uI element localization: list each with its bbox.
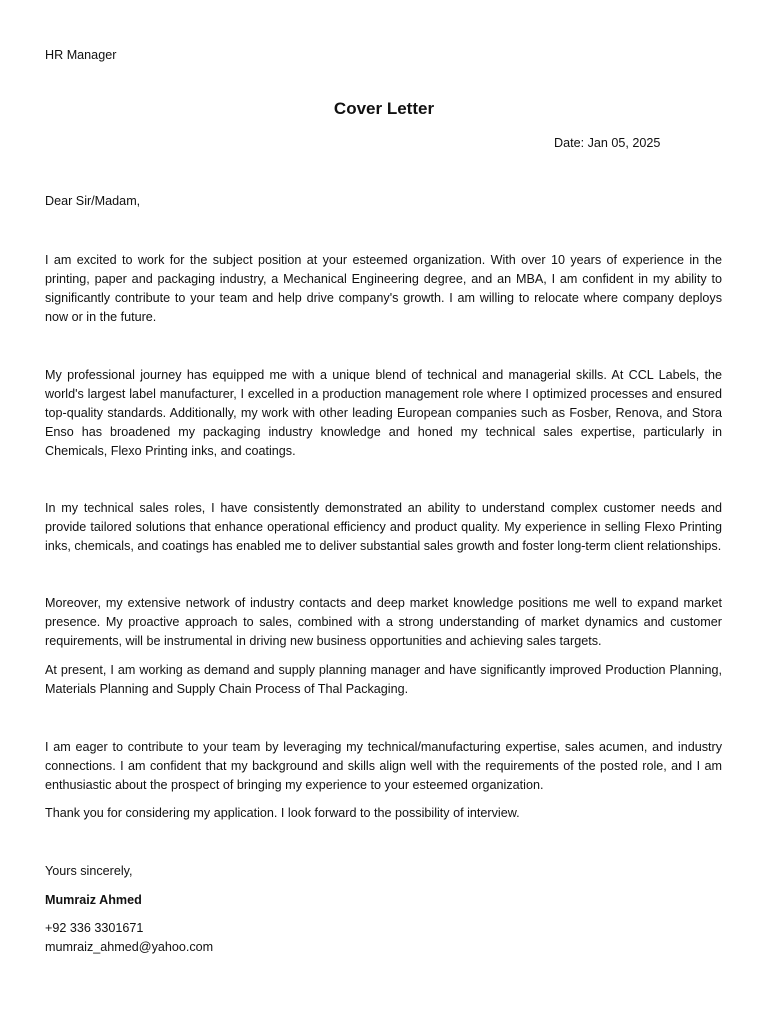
signature-phone: +92 336 3301671: [45, 921, 144, 935]
page-title: Cover Letter: [333, 99, 435, 118]
paragraph-technical-sales: In my technical sales roles, I have consistently demonstrated an ability to understand complex customer needs and provide tailored solutions that enhance operational efficiency and product quality. My experience in selling Flexo Printing inks, chemicals, and coatings has enabled me to deliver substantial sales growth and foster long-term client relationships.: [45, 501, 722, 553]
recipient-line: HR Manager: [45, 48, 117, 62]
paragraph-intro: I am excited to work for the subject position at your esteemed organization. With over 10 years of experience in the printing, paper and packaging industry, a Mechanical Engineering degree, and an MBA, I am confident in my ability to significantly contribute to your team and help drive company's growth. I am willing to relocate where company deploys now or in the future.: [45, 253, 722, 324]
signature-email: mumraiz_ahmed@yahoo.com: [45, 940, 214, 954]
paragraph-network: Moreover, my extensive network of industry contacts and deep market knowledge positions me well to expand market presence. My proactive approach to sales, combined with a strong understanding of market dynamics and customer requirements, will be instrumental in driving new business opportunities and achieving sales targets.: [45, 596, 722, 648]
closing-line: Yours sincerely,: [45, 864, 133, 878]
paragraph-experience: My professional journey has equipped me with a unique blend of technical and managerial skills. At CCL Labels, the world's largest label manufacturer, I excelled in a production management role where I optimized processes and ensured top-quality standards. Additionally, my work with other leading European companies such as Fosber, Renova, and Stora Enso has broadened my packaging industry knowledge and honed my technical sales expertise, particularly in Chemicals, Flexo Printing inks, and coatings.: [45, 368, 722, 458]
signature-name: Mumraiz Ahmed: [45, 893, 142, 907]
salutation: Dear Sir/Madam,: [45, 194, 141, 208]
paragraph-eager: I am eager to contribute to your team by leveraging my technical/manufacturing expertise, sales acumen, and industry connections. I am confident that my background and skills align well with the requirements of the posted role, and I am enthusiastic about the prospect of bringing my experience to your esteemed organization.: [45, 740, 722, 792]
paragraph-thanks: Thank you for considering my application. I look forward to the possibility of interview.: [45, 806, 520, 820]
date-line: Date: Jan 05, 2025: [554, 136, 661, 150]
paragraph-current-role: At present, I am working as demand and supply planning manager and have significantly improved Production Planning, Materials Planning and Supply Chain Process of Thal Packaging.: [45, 663, 722, 696]
